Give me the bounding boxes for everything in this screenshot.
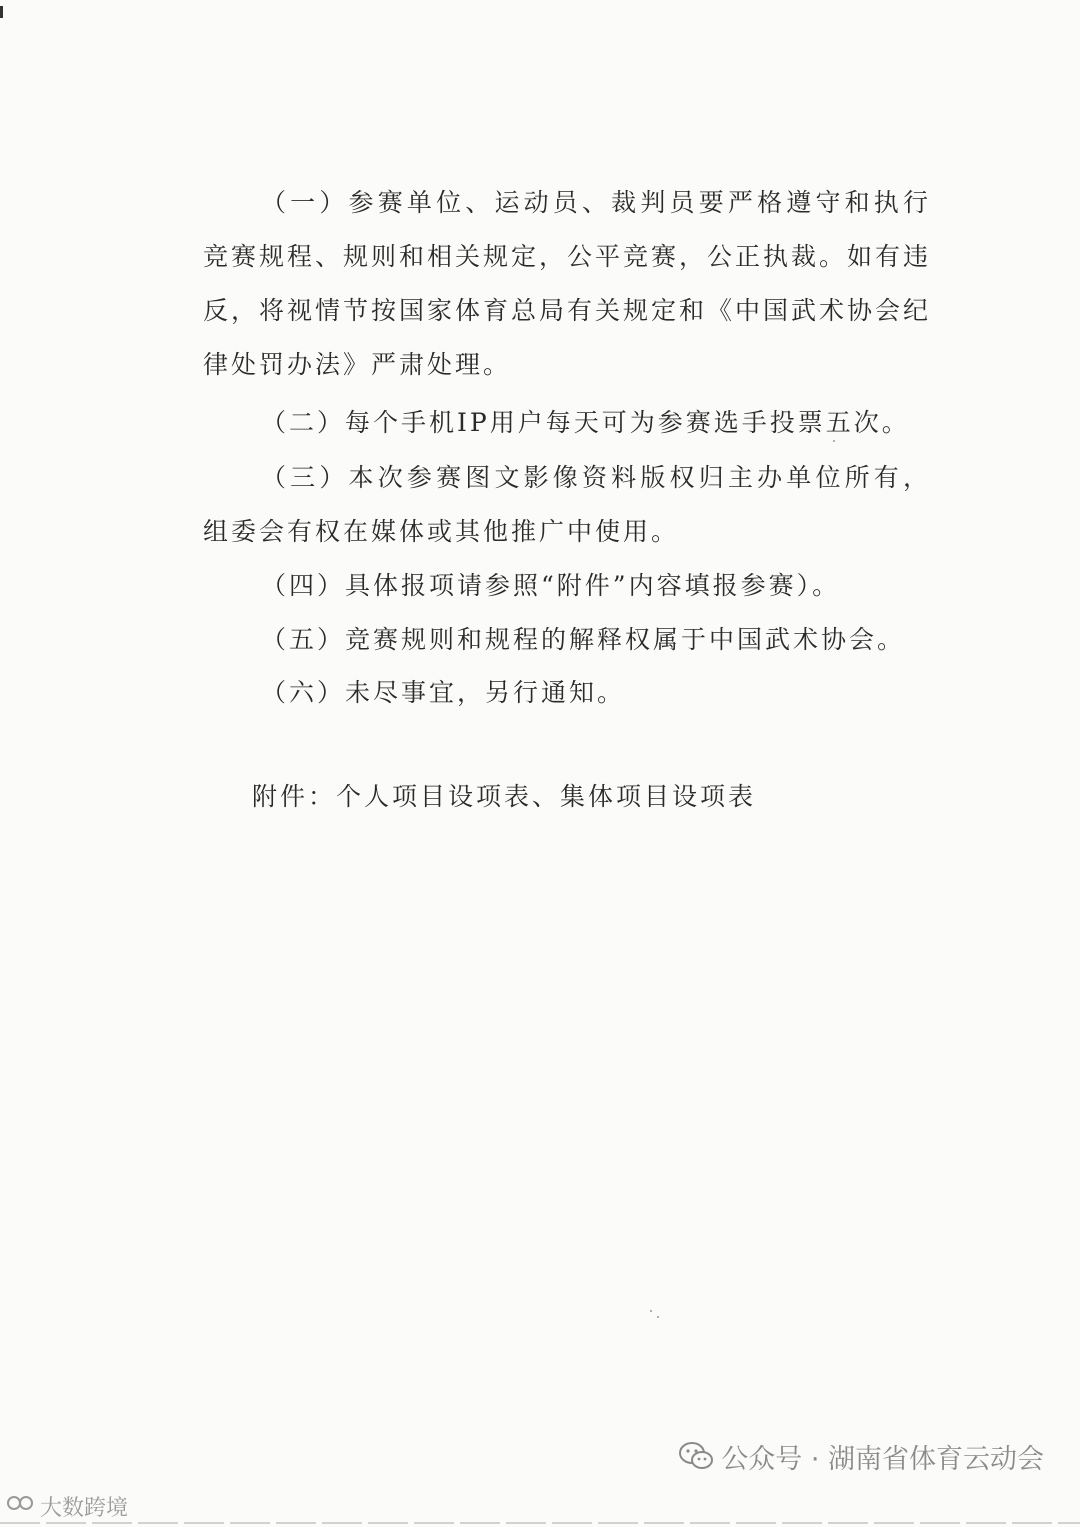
logo-icon <box>6 1491 36 1521</box>
scan-speck <box>650 1310 652 1312</box>
paragraph-4: （四）具体报项请参照“附件”内容填报参赛）。 <box>261 571 841 600</box>
brand-watermark-text: 大数跨境 <box>40 1495 129 1521</box>
wechat-watermark-text: 公众号 · 湖南省体育云动会 <box>721 1443 1044 1475</box>
brand-watermark <box>6 1490 128 1522</box>
attachment-line: 附件：个人项目设项表、集体项目设项表 <box>252 782 757 811</box>
wechat-watermark <box>679 1436 1044 1476</box>
scan-corner-mark <box>0 6 3 18</box>
paragraph-6: （六）未尽事宜，另行通知。 <box>261 678 626 707</box>
scan-speck <box>657 1316 659 1318</box>
wechat-icon <box>679 1441 713 1471</box>
scan-speck <box>833 440 835 442</box>
paragraph-5: （五）竞赛规则和规程的解释权属于中国武术协会。 <box>261 625 906 654</box>
paragraph-1: （一）参赛单位、运动员、裁判员要严格遵守和执行竞赛规程、规则和相关规定，公平竞赛，公正执裁。如有违反，将视情节按国家体育总局有关规定和《中国武术协会纪律处罚办法》严肃处理。 <box>203 188 932 379</box>
scan-bottom-edge <box>0 1522 1080 1524</box>
paragraph-3: （三）本次参赛图文影像资料版权归主办单位所有，组委会有权在媒体或其他推广中使用。 <box>203 463 931 546</box>
paragraph-2: （二）每个手机IP用户每天可为参赛选手投票五次。 <box>261 408 910 437</box>
